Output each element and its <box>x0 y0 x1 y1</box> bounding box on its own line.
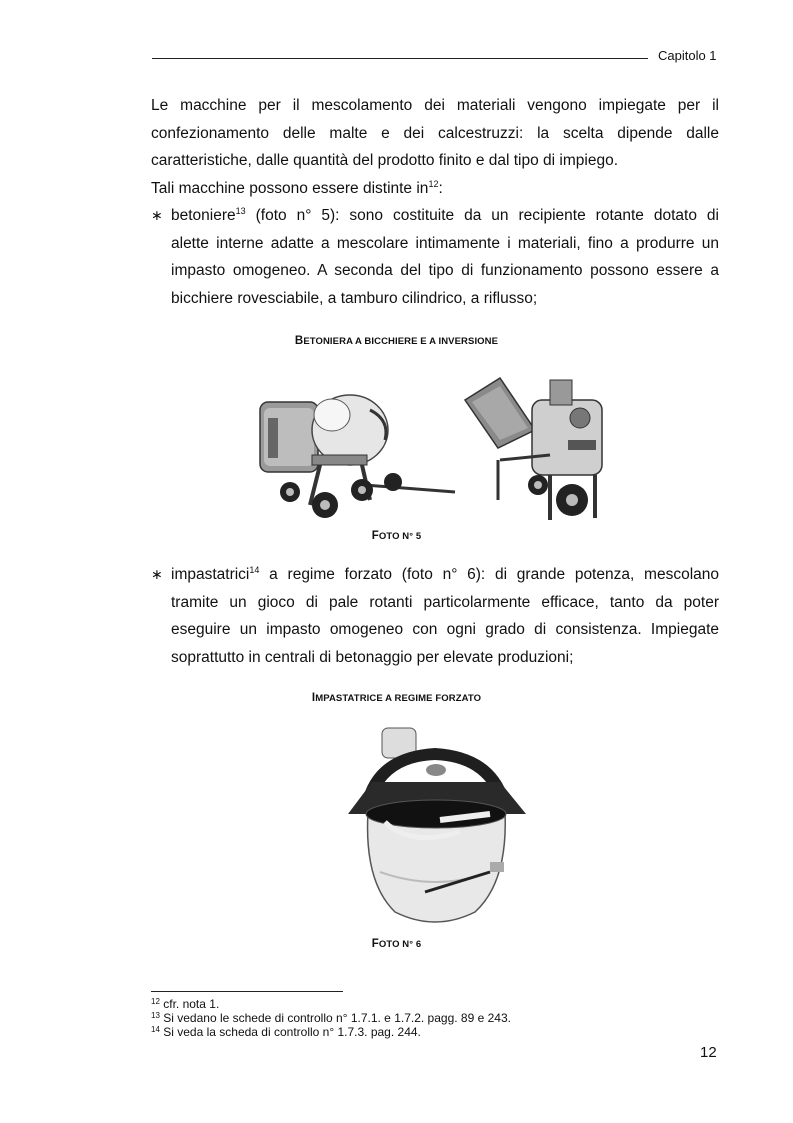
bullet-2-line-4: soprattutto in centrali di betonaggio per elevate produzioni; <box>171 648 574 666</box>
figure-2-caption-initial: F <box>371 938 379 950</box>
footnote-ref-12[interactable]: 12 <box>428 178 439 189</box>
bullet-2-line-2: tramite un gioco di pale rotanti particolarmente efficace, tanto da poter <box>171 593 719 611</box>
figure-2-caption-rest: OTO N° 6 <box>378 939 422 950</box>
bullet-1-symbol: ∗ <box>151 207 163 223</box>
intro-line-4-colon: : <box>438 179 443 197</box>
footnote-12-number: 12 <box>151 997 160 1006</box>
intro-paragraph <box>151 92 719 202</box>
bullet-2-line-1-rest: a regime forzato (foto n° 6): di grande potenza, mescolano <box>259 566 719 583</box>
footnote-ref-14[interactable]: 14 <box>249 565 260 575</box>
figure-1-title-initial: B <box>294 335 304 347</box>
bullet-2-line-3: eseguire un impasto omogeneo con ogni grado di consistenza. Impiegate <box>171 621 719 638</box>
bullet-1-text <box>171 202 719 312</box>
footnote-12-text: cfr. nota 1. <box>159 997 220 1011</box>
bullet-1-line-1 <box>171 202 719 230</box>
figure-1-caption-rest: OTO N° 5 <box>378 531 422 542</box>
bullet-1-line-1-rest: (foto n° 5): sono costituite da un recipiente rotante dotato di <box>245 207 719 224</box>
footnote-14-number: 14 <box>151 1025 160 1034</box>
figure-1-caption-initial: F <box>371 530 379 542</box>
figure-1-title-rest: ETONIERA A BICCHIERE E A INVERSIONE <box>303 336 499 347</box>
figure-2-title-rest: MPASTATRICE A REGIME FORZATO <box>315 693 482 704</box>
footnote-13-number: 13 <box>151 1011 160 1020</box>
footnote-13-text: Si vedano le schede di controllo n° 1.7.1. e 1.7.2. pagg. 89 e 243. <box>159 1011 511 1025</box>
bullet-1-lead: betoniere <box>171 207 236 224</box>
reversing-drum-mixer <box>465 378 602 520</box>
footnote-rule <box>151 991 343 992</box>
tilting-drum-mixer <box>260 395 455 518</box>
bullet-1-line-2: alette interne adatte a mescolare intimamente i materiali, fino a produrre un <box>171 234 719 252</box>
figure-2-title-initial: I <box>311 692 316 704</box>
figure-2-title <box>0 692 793 704</box>
forced-mixer-photo <box>340 722 530 934</box>
bullet-1-line-3: impasto omogeneo. A seconda del tipo di funzionamento possono essere a <box>171 262 719 279</box>
bullet-2-symbol: ∗ <box>151 566 163 582</box>
bullet-2-lead: impastatrici <box>171 566 250 583</box>
figure-1-title <box>0 335 793 347</box>
bullet-2-text <box>171 561 719 671</box>
footnote-13 <box>151 1012 511 1025</box>
footnote-12 <box>151 998 219 1011</box>
figure-2-caption <box>0 938 793 950</box>
header-rule <box>152 58 648 59</box>
footnote-14 <box>151 1026 421 1039</box>
footnote-14-text: Si veda la scheda di controllo n° 1.7.3. pag. 244. <box>159 1025 421 1039</box>
concrete-mixer-photo <box>250 360 610 525</box>
page-number: 12 <box>700 1044 717 1061</box>
intro-line-4 <box>151 175 719 203</box>
intro-line-2: confezionamento delle malte e dei calcestruzzi: la scelta dipende dalle <box>151 124 719 142</box>
figure-1-caption <box>0 530 793 542</box>
footnote-ref-13[interactable]: 13 <box>235 206 246 216</box>
bullet-1-line-4: bicchiere rovesciabile, a tamburo cilindrico, a riflusso; <box>171 289 538 307</box>
chapter-header: Capitolo 1 <box>658 48 717 63</box>
intro-line-4-text: Tali macchine possono essere distinte in <box>151 179 429 197</box>
intro-line-1: Le macchine per il mescolamento dei materiali vengono impiegate per il <box>151 97 719 114</box>
bullet-2-line-1 <box>171 561 719 589</box>
intro-line-3: caratteristiche, dalle quantità del prodotto finito e dal tipo di impiego. <box>151 152 619 169</box>
